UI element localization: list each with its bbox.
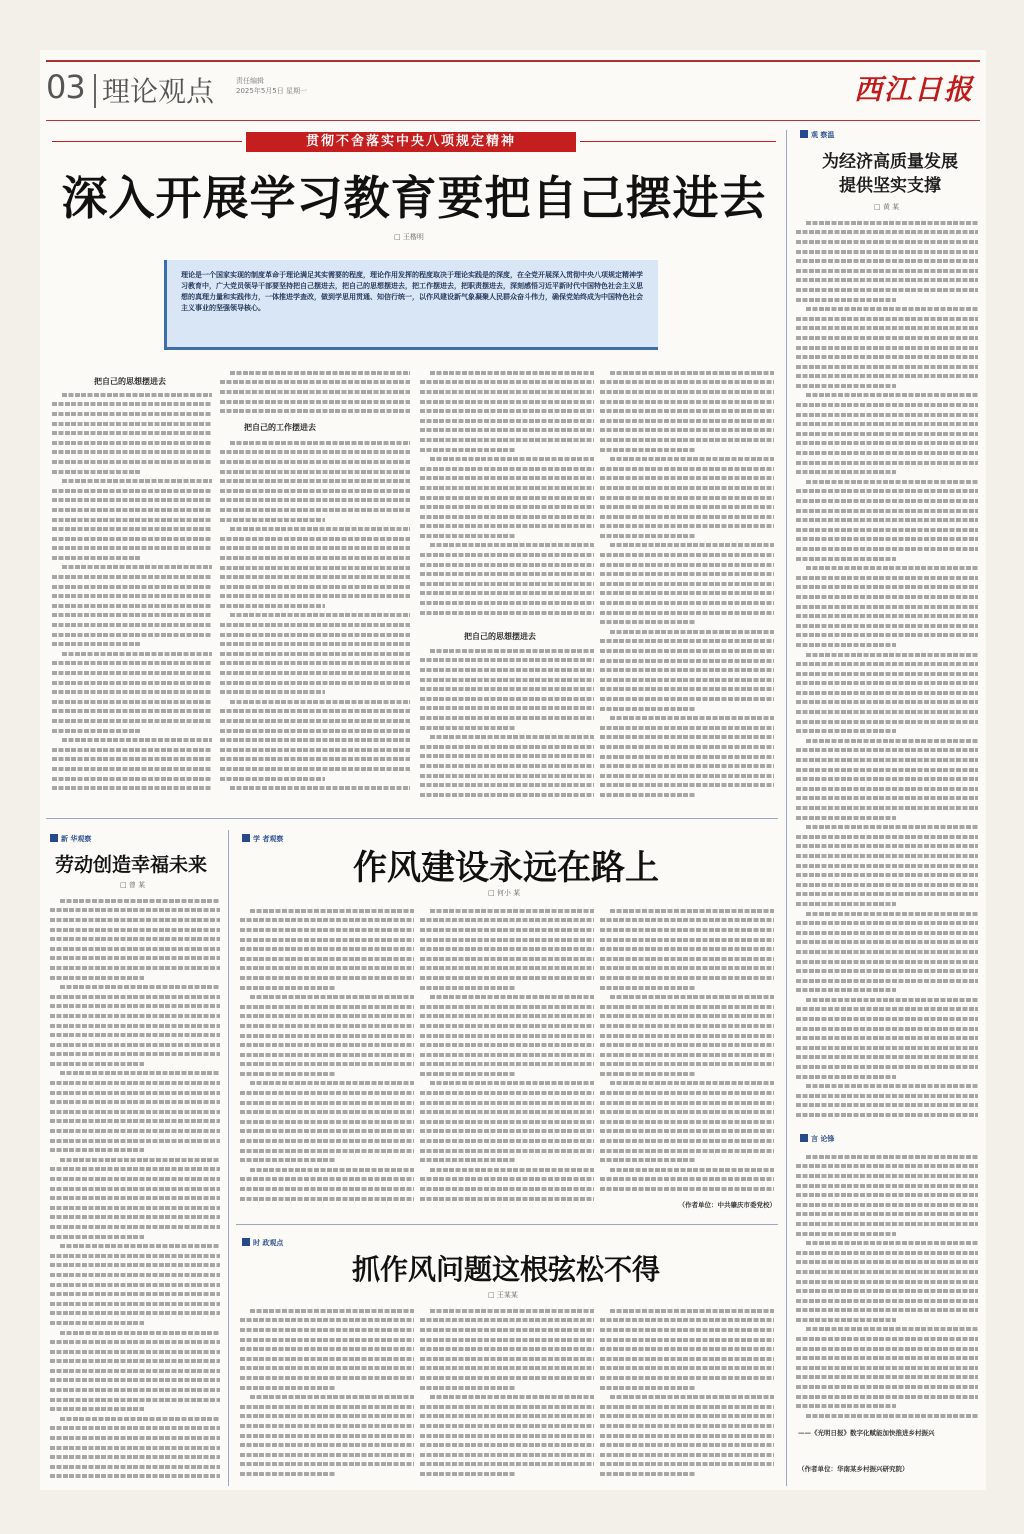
lead-subhead-3: 把自己的思想摆进去 (464, 631, 536, 641)
article3-byline: □ 何小 某 (488, 889, 521, 897)
article4-column-1 (240, 1306, 414, 1486)
article2-body (50, 896, 220, 1486)
side-tag-comment: 言 论锋 (800, 1134, 834, 1144)
article3-author-note: （作者单位：中共肇庆市委党校） (678, 1201, 776, 1209)
lead-column-2b (220, 438, 410, 802)
side-author-note: （作者单位：华南某乡村振兴研究院） (798, 1465, 909, 1473)
section-title: 理论观点 (102, 75, 215, 108)
lead-abstract-box (164, 260, 658, 350)
article3-title: 作风建设永远在路上 (353, 848, 659, 888)
header-meta-editor: 责任编辑 (236, 77, 264, 85)
banner-rule-right (580, 141, 776, 142)
lead-subhead-2: 把自己的工作摆进去 (244, 422, 316, 432)
article4-byline: □ 王某某 (488, 1291, 518, 1299)
article3-column-3 (600, 906, 774, 1196)
article4-title: 抓作风问题这根弦松不得 (351, 1253, 660, 1286)
header-meta (236, 76, 307, 96)
side-comment-body (796, 1152, 978, 1422)
lead-abstract-text: 理论是一个国家实现的制度革命于理论满足其实需要的程度，理论作用发挥的程度取决于理论实践是的深度，在全党开展深入贯彻中央八项规定精神学习教育中，广大党员领导干部要坚持把自己摆进去，把自己的思想摆进去，把工作摆进去，把职责摆进去，深刻感悟习近平新时代中国特色社会主义思想的真理力量和实践伟力，一体推进学查改，做到学思用贯通、知信行统一，以作风建设新气象凝聚人民群众奋斗伟力，确保党始终成为中国特色社会主义事业的坚强领导核心。 (181, 271, 643, 312)
header-rule (46, 120, 980, 121)
side-article-body (796, 218, 978, 1124)
article3-bottom-rule (236, 1224, 778, 1225)
top-rule (46, 60, 980, 62)
article2-tag: 新 华观察 (50, 834, 91, 844)
article2-title: 劳动创造幸福未来 (54, 854, 207, 876)
article3-column-1 (240, 906, 414, 1210)
article2-divider (228, 830, 229, 1486)
campaign-banner: 贯彻不舍落实中央八项规定精神 (246, 132, 576, 152)
article4-column-3 (600, 1306, 774, 1486)
header-meta-date: 2025年5月5日 星期一 (236, 87, 307, 95)
lead-subhead-1: 把自己的思想摆进去 (94, 376, 166, 386)
lead-article-title: 深入开展学习教育要把自己摆进去 (61, 171, 767, 225)
lead-column-3a (420, 368, 594, 624)
side-byline: □ 黄 某 (874, 203, 900, 211)
side-tag-observe: 观 察温 (800, 130, 834, 140)
article4-column-2 (420, 1306, 594, 1486)
side-article-title-line1: 为经济高质量发展 (822, 152, 958, 172)
article3-column-2 (420, 906, 594, 1210)
lead-column-4 (600, 368, 774, 802)
lead-column-3b (420, 646, 594, 802)
lead-byline: □ 王楷明 (394, 233, 424, 241)
masthead-logo: 西江日报 (853, 73, 974, 106)
lead-column-2a (220, 368, 410, 418)
article3-tag: 学 者观察 (242, 834, 283, 844)
page-number: 03 (46, 68, 85, 106)
side-column-divider (786, 130, 787, 1486)
section-divider (46, 818, 778, 819)
side-article-title-line2: 提供坚实支撑 (839, 176, 941, 196)
side-source-note: ——《光明日报》数字化赋能加快推进乡村振兴 (798, 1429, 935, 1437)
lead-column-1 (52, 390, 212, 802)
article2-byline: □ 曾 某 (120, 881, 146, 889)
article4-tag: 时 政观点 (242, 1238, 283, 1248)
banner-rule-left (52, 141, 242, 142)
header-divider (94, 74, 96, 108)
page-header (46, 66, 980, 122)
